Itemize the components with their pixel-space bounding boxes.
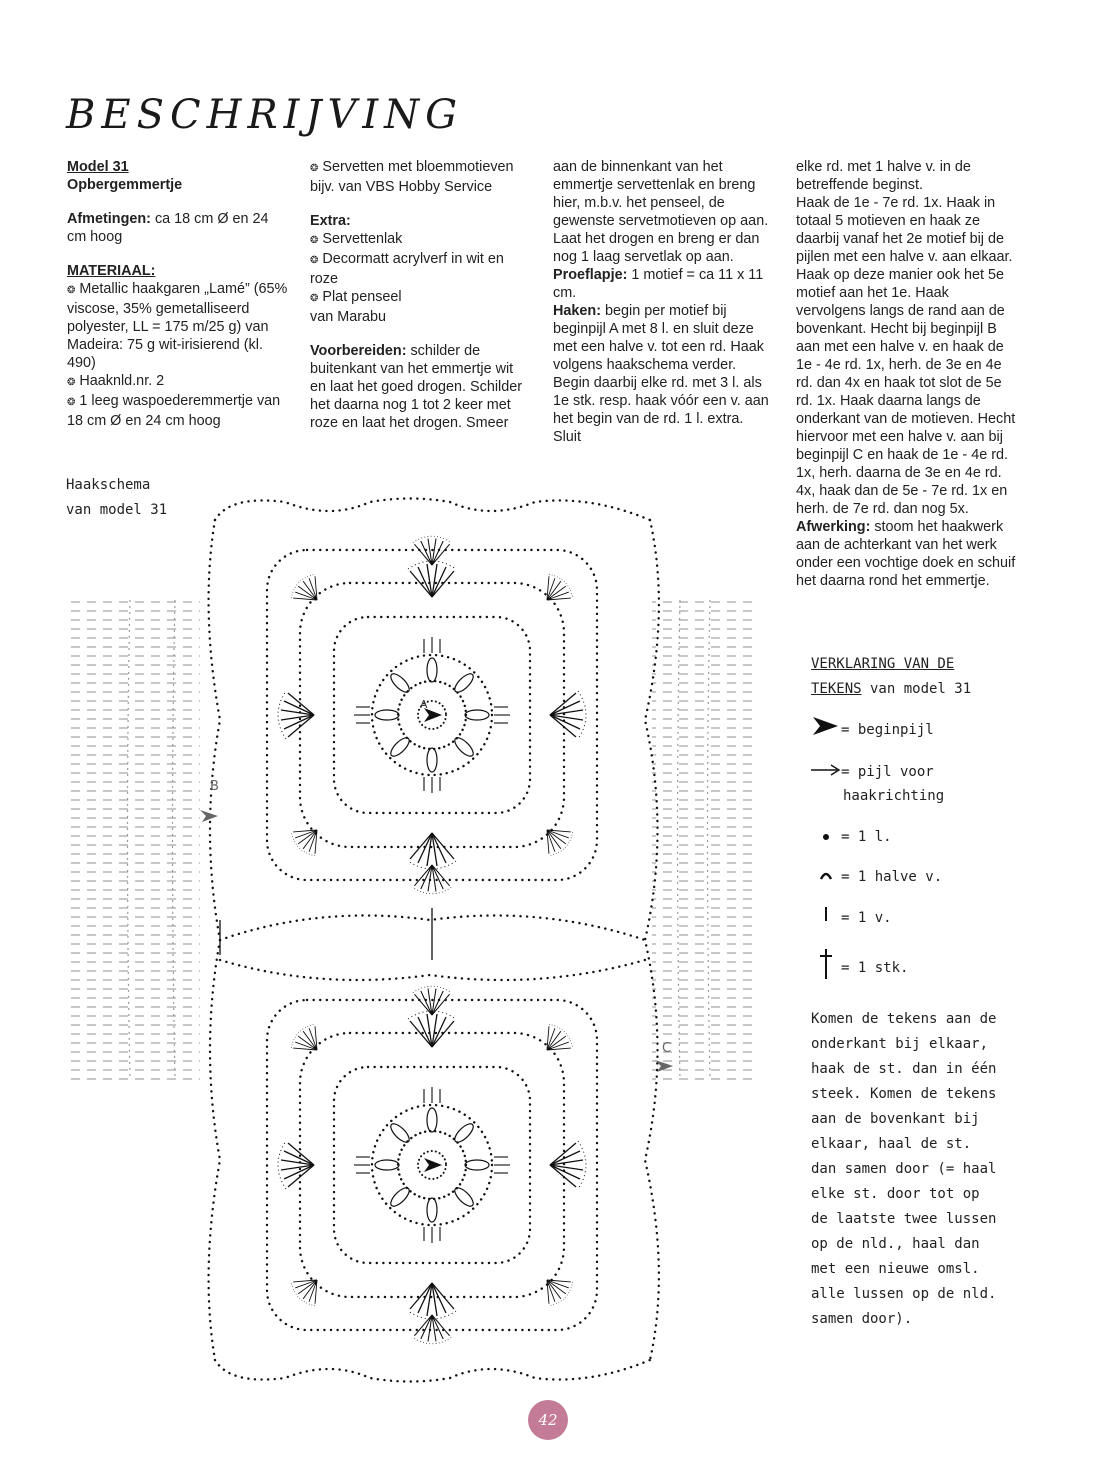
- legend-pijl-1: = pijl voor: [841, 764, 934, 780]
- page-title: BESCHRIJVING: [66, 92, 464, 138]
- legend-beginpijl: = beginpijl: [841, 722, 934, 738]
- begin-arrow-b: [200, 810, 218, 822]
- afmetingen-label: Afmetingen:: [67, 211, 151, 227]
- marker-c: C: [662, 1041, 672, 1056]
- arrow-icon: [811, 760, 841, 784]
- column-3: [553, 158, 775, 446]
- extra-item: ❂ Plat penseel: [310, 288, 532, 308]
- right-border-stitches: [652, 600, 752, 1080]
- legend: [811, 652, 1091, 1332]
- sluit-text: elke rd. met 1 halve v. in de betreffende beginst.: [796, 159, 971, 193]
- voorbereiden-label: Voorbereiden:: [310, 343, 407, 359]
- model-label: Model 31: [67, 159, 129, 175]
- extra-heading: Extra:: [310, 213, 351, 229]
- slip-stitch-icon: [811, 865, 841, 889]
- column-4: [796, 158, 1020, 590]
- chain-dot-icon: [811, 825, 841, 849]
- haken-label: Haken:: [553, 303, 601, 319]
- legend-title-1: VERKLARING VAN DE: [811, 656, 955, 672]
- afwerking-label: Afwerking:: [796, 519, 871, 535]
- legend-l: = 1 l.: [841, 829, 892, 845]
- page-number: 42: [528, 1400, 568, 1440]
- model-subtitle: Opbergemmertje: [67, 177, 183, 193]
- marker-b: B: [210, 779, 219, 794]
- legend-stk: = 1 stk.: [841, 960, 909, 976]
- proef-label: Proeflapje:: [553, 267, 628, 283]
- materiaal-item: ❂ Metallic haakgaren „Lamé” (65% viscose, 35% gemetalliseerd polyester, LL = 175 m/25 g) van Madeira: 75 g wit-irisierend (kl. 490): [67, 280, 289, 372]
- beginpijl-icon: [811, 716, 841, 744]
- single-crochet-icon: [811, 905, 841, 931]
- marker-a: A: [420, 698, 428, 711]
- left-border-stitches: [70, 600, 200, 1080]
- haak-text: Haak de 1e - 7e rd. 1x. Haak in totaal 5 motieven en haak ze daarbij vanaf het 2e motief bij de pijlen met een halve v. aan elkaar. Haak op deze manier ook het 5e motief aan het 1e. Haak vervolgens langs de rand aan de bovenkant. Hecht bij beginpijl B aan met een halve v. en haak de 1e - 4e rd. 1x, herh. de 3e en 4e rd. dan 4x en haak tot slot de 5e rd. 1x. Haak daarna langs de onderkant van de motieven. Hecht hiervoor met een halve v. aan bij beginpijl C en haak de 1e - 4e rd. 1x, herh. daarna de 3e en 4e rd. 4x, haak dan de 5e - 7e rd. 1x en herh. de 7e rd. dan nog 5x.: [796, 195, 1016, 517]
- legend-halve-v: = 1 halve v.: [841, 869, 943, 885]
- legend-pijl-2: haakrichting: [843, 788, 945, 804]
- crochet-chart: [70, 490, 770, 1390]
- extra-item: ❂ Decormatt acrylverf in wit en roze: [310, 250, 532, 288]
- materiaal-item: ❂ Haaknld.nr. 2: [67, 372, 289, 392]
- chart-title: Haakschema: [66, 477, 151, 493]
- legend-note: Komen de tekens aan de onderkant bij elkaar, haak de st. dan in één steek. Komen de tekens aan de bovenkant bij elkaar, haal de st. dan samen door (= haal elke st. door tot op de laatste twee lussen op de nld., haal dan met een nieuwe omsl. alle lussen op de nld. samen door).: [811, 1011, 997, 1327]
- voorbereiden-text: schilder de buitenkant van het emmertje wit en laat het goed drogen. Schilder het daarna nog 1 tot 2 keer met roze en laat het drogen. Smeer: [310, 343, 523, 431]
- lak-text: aan de binnenkant van het emmertje servettenlak en breng hier, m.b.v. het penseel, de gewenste servetmotieven op aan. Laat het drogen en breng er dan nog 1 laag servetlak op aan.: [553, 159, 769, 265]
- afwerking-text: stoom het haakwerk aan de achterkant van het werk onder een vochtige doek en schuif het daarna rond het emmertje.: [796, 519, 1016, 589]
- chart-subtitle: van model 31: [66, 502, 168, 518]
- afmetingen-text: ca 18 cm Ø en 24 cm hoog: [67, 211, 269, 245]
- extra-item: ❂ Servettenlak: [310, 230, 532, 250]
- extra-tail: van Marabu: [310, 309, 386, 325]
- materiaal-item: ❂ Servetten met bloemmotieven bijv. van VBS Hobby Service: [310, 158, 532, 196]
- treble-icon: [811, 947, 841, 989]
- haken-text: begin per motief bij beginpijl A met 8 l. en sluit deze met een halve v. tot een rd. Haak volgens haakschema verder. Begin daarbij elke rd. met 3 l. als 1e stk. resp. haak vóór een v. aan het begin van de rd. 1 l. extra. Sluit: [553, 303, 769, 445]
- legend-title-3: van model 31: [861, 681, 972, 697]
- column-2: [310, 158, 532, 448]
- materiaal-heading: MATERIAAL:: [67, 263, 156, 279]
- proef-text: 1 motief = ca 11 x 11 cm.: [553, 267, 764, 301]
- column-1: [67, 158, 289, 430]
- materiaal-item: ❂ 1 leeg waspoederemmertje van 18 cm Ø en 24 cm hoog: [67, 392, 289, 430]
- legend-title-2: TEKENS: [811, 681, 862, 697]
- legend-v: = 1 v.: [841, 910, 892, 926]
